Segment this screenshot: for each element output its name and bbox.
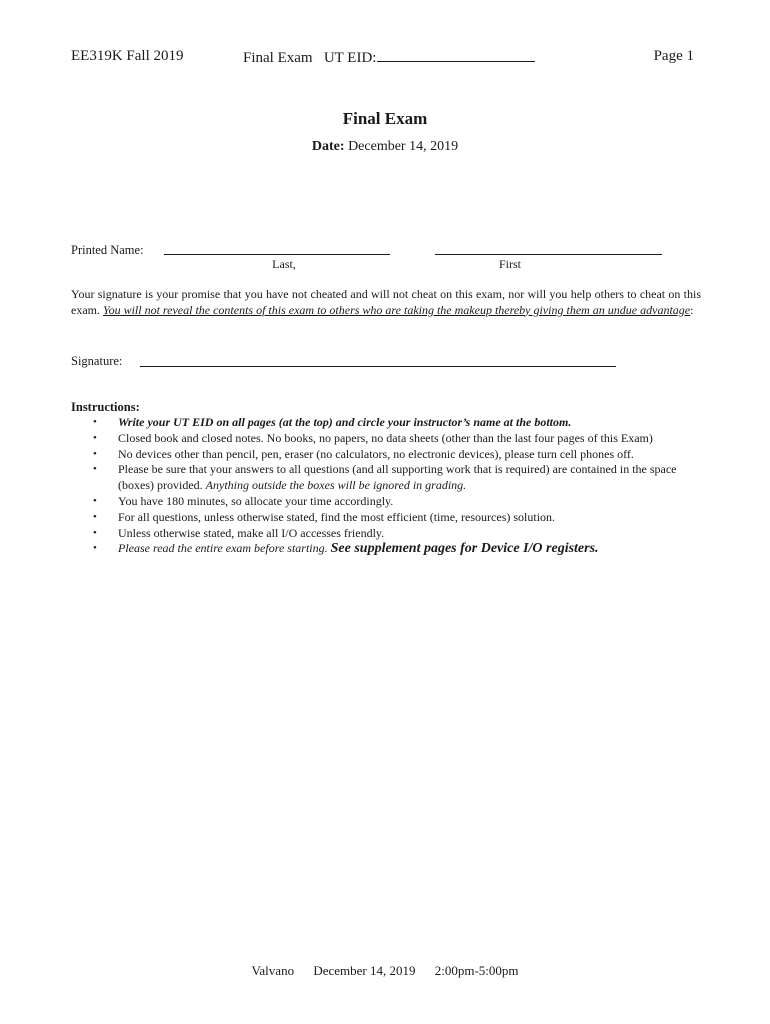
header-exam-eid [243, 47, 535, 67]
instruction-text: For all questions, unless otherwise stated, find the most efficient (time, resources) solution. [118, 509, 556, 524]
date-label: Date: [311, 139, 345, 154]
first-name-line [435, 254, 662, 255]
exam-date [0, 138, 770, 156]
instruction-emphasis-text: See supplement pages for Device I/O registers. [330, 541, 599, 557]
footer-instructor: Valvano [251, 963, 295, 978]
honor-statement [71, 287, 701, 318]
page-footer [0, 963, 770, 979]
bullet-icon: • [93, 463, 97, 476]
header-course: EE319K Fall 2019 [71, 48, 184, 64]
list-item [90, 415, 705, 431]
list-item [90, 462, 705, 494]
bullet-icon: • [93, 431, 97, 444]
bullet-icon: • [93, 447, 97, 460]
list-item [90, 431, 705, 447]
bullet-icon: • [93, 526, 97, 539]
list-item [90, 447, 705, 463]
footer-date: December 14, 2019 [313, 963, 416, 978]
bullet-icon: • [93, 510, 97, 523]
bullet-icon: • [93, 542, 97, 555]
last-name-line [164, 254, 390, 255]
list-item [90, 510, 705, 526]
header-eid-label: UT EID: [323, 50, 377, 66]
honor-statement-emphasis: You will not reveal the contents of this exam to others who are taking the makeup thereby giving them an undue advantage [103, 302, 691, 317]
header-exam-label: Final Exam [243, 50, 313, 66]
instruction-text: No devices other than pencil, pen, eraser (no calculators, no electronic devices), please turn cell phones off. [118, 446, 634, 461]
bullet-icon: • [93, 416, 97, 428]
list-item [90, 541, 705, 557]
instruction-italic-text: Anything outside the boxes will be ignored in grading. [205, 478, 467, 493]
eid-blank-line [377, 47, 535, 62]
instructions-heading: Instructions: [71, 400, 140, 414]
page-title: Final Exam [342, 109, 428, 128]
instruction-text: You have 180 minutes, so allocate your time accordingly. [118, 493, 394, 508]
instruction-text: Closed book and closed notes. No books, no papers, no data sheets (other than the last four pages of this Exam) [118, 430, 653, 445]
honor-statement-end: : [690, 302, 694, 317]
instructions-list [90, 415, 705, 557]
signature-line [140, 366, 616, 367]
last-name-caption: Last, [272, 257, 296, 271]
signature-label: Signature: [71, 354, 123, 368]
header-page-number: Page 1 [653, 48, 694, 64]
instruction-text: Please be sure that your answers to all questions (and all supporting work that is required) are contained in the space (boxes) provided. [118, 462, 677, 493]
list-item [90, 494, 705, 510]
date-value: December 14, 2019 [348, 139, 459, 154]
first-name-caption: First [498, 257, 521, 271]
instruction-italic-text: Please read the entire exam before starting. [118, 541, 328, 556]
instruction-text: Write your UT EID on all pages (at the top) and circle your instructor’s name at the bottom. [118, 415, 572, 429]
bullet-icon: • [93, 494, 97, 507]
list-item [90, 526, 705, 542]
honor-statement-text: Your signature is your promise that you have not cheated and will not cheat on this exam, nor will you help others to cheat on this exam. [71, 287, 701, 317]
instruction-text: Unless otherwise stated, make all I/O accesses friendly. [118, 525, 385, 540]
printed-name-label: Printed Name: [71, 243, 144, 257]
footer-time: 2:00pm-5:00pm [434, 963, 519, 978]
